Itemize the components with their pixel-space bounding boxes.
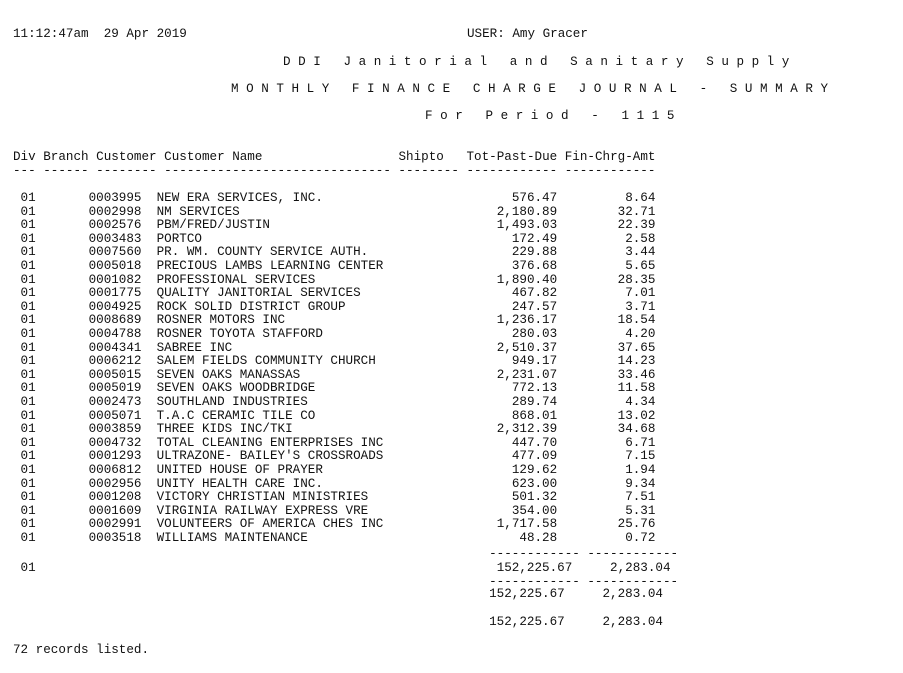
row-customer: 0006812: [88, 463, 157, 477]
report-timestamp: 11:12:47am 29 Apr 2019: [13, 27, 187, 41]
row-tot-past-due: 172.49: [458, 231, 558, 246]
total-fin-chrg: 2,283.04: [564, 586, 663, 601]
row-div: 01: [13, 503, 89, 518]
row-div: 01: [13, 191, 89, 205]
row-tot-past-due: 772.13: [458, 381, 558, 396]
table-row: [13, 314, 655, 328]
row-fin-chrg-amt: 1.94: [557, 463, 656, 477]
row-div: 01: [13, 531, 89, 545]
row-fin-chrg-amt: 25.76: [557, 517, 656, 532]
row-customer: 0002956: [88, 476, 157, 491]
subtotal-fin-chrg: 2,283.04: [572, 560, 671, 575]
table-row: [13, 301, 655, 315]
row-customer: 0008689: [88, 313, 157, 328]
row-tot-past-due: 501.32: [458, 490, 558, 505]
row-fin-chrg-amt: 2.58: [557, 231, 656, 246]
row-tot-past-due: 949.17: [458, 354, 558, 369]
row-tot-past-due: 376.68: [458, 259, 558, 273]
row-fin-chrg-amt: 18.54: [557, 313, 656, 328]
row-div: 01: [13, 422, 89, 437]
row-tot-past-due: 1,493.03: [458, 218, 558, 233]
row-customer: 0001609: [88, 503, 157, 518]
row-div: 01: [13, 259, 89, 273]
row-tot-past-due: 1,717.58: [458, 517, 558, 532]
row-tot-past-due: 2,180.89: [458, 204, 558, 219]
row-fin-chrg-amt: 4.34: [557, 395, 656, 409]
row-customer-name: WILLIAMS MAINTENANCE: [156, 531, 459, 545]
row-customer: 0002998: [88, 204, 157, 219]
table-row: [13, 437, 655, 451]
row-fin-chrg-amt: 11.58: [557, 381, 656, 396]
row-tot-past-due: 129.62: [458, 463, 558, 477]
row-customer-name: TOTAL CLEANING ENTERPRISES INC: [156, 435, 459, 450]
row-tot-past-due: 1,890.40: [458, 272, 558, 287]
row-customer-name: NEW ERA SERVICES, INC.: [156, 191, 459, 205]
table-row: [13, 450, 655, 464]
row-div: 01: [13, 354, 89, 369]
row-customer: 0004925: [88, 299, 157, 314]
row-fin-chrg-amt: 8.64: [557, 191, 656, 205]
table-row: [13, 532, 655, 546]
row-customer-name: ROCK SOLID DISTRICT GROUP: [156, 299, 459, 314]
row-customer: 0004732: [88, 435, 157, 450]
row-customer: 0001293: [88, 449, 157, 464]
table-row: [13, 505, 655, 519]
table-row: [13, 328, 655, 342]
row-fin-chrg-amt: 13.02: [557, 408, 656, 423]
row-customer-name: ROSNER MOTORS INC: [156, 313, 459, 328]
row-customer: 0002991: [88, 517, 157, 532]
row-customer: 0001775: [88, 286, 157, 301]
grand-total-past-due: 152,225.67: [13, 614, 565, 629]
table-row: [13, 518, 655, 532]
table-row: [13, 233, 655, 247]
row-div: 01: [13, 299, 89, 314]
row-div: 01: [13, 435, 89, 450]
records-listed-footer: 72 records listed.: [13, 643, 150, 657]
row-customer-name: THREE KIDS INC/TKI: [156, 422, 459, 437]
row-fin-chrg-amt: 3.44: [557, 245, 656, 260]
row-div: 01: [13, 476, 89, 491]
row-customer: 0002473: [88, 395, 157, 409]
row-customer-name: T.A.C CERAMIC TILE CO: [156, 408, 459, 423]
total-separator: ------------ ------------: [13, 574, 679, 589]
row-fin-chrg-amt: 37.65: [557, 340, 656, 355]
row-customer: 0002576: [88, 218, 157, 233]
row-fin-chrg-amt: 34.68: [557, 422, 656, 437]
row-customer-name: SOUTHLAND INDUSTRIES: [156, 395, 459, 409]
col-header-shipto: Shipto: [398, 150, 467, 164]
row-div: 01: [13, 327, 89, 341]
row-div: 01: [13, 367, 89, 382]
table-row: [13, 342, 655, 356]
row-customer: 0006212: [88, 354, 157, 369]
row-customer: 0004788: [88, 327, 157, 341]
row-div: 01: [13, 449, 89, 464]
row-fin-chrg-amt: 28.35: [557, 272, 656, 287]
total-past-due: 152,225.67: [13, 586, 565, 601]
table-row: [13, 260, 655, 274]
table-row: [13, 410, 655, 424]
column-headers: [13, 151, 655, 165]
company-name: D D I J a n i t o r i a l a n d S a n i t a r y S u p p l y: [283, 55, 790, 69]
row-div: 01: [13, 463, 89, 477]
report-header-line: [13, 28, 187, 42]
row-fin-chrg-amt: 5.31: [557, 503, 656, 518]
row-customer-name: PORTCO: [156, 231, 459, 246]
row-customer: 0007560: [88, 245, 157, 260]
row-fin-chrg-amt: 7.15: [557, 449, 656, 464]
row-tot-past-due: 447.70: [458, 435, 558, 450]
row-fin-chrg-amt: 7.01: [557, 286, 656, 301]
row-tot-past-due: 477.09: [458, 449, 558, 464]
row-div: 01: [13, 381, 89, 396]
report-title: M O N T H L Y F I N A N C E C H A R G E J O U R N A L - S U M M A R Y: [231, 82, 829, 96]
subtotal-past-due: 152,225.67: [474, 560, 573, 575]
table-row: [13, 246, 655, 260]
row-tot-past-due: 2,231.07: [458, 367, 558, 382]
col-header-div: Div: [13, 150, 44, 164]
row-customer-name: VIRGINIA RAILWAY EXPRESS VRE: [156, 503, 459, 518]
row-fin-chrg-amt: 3.71: [557, 299, 656, 314]
row-customer-name: NM SERVICES: [156, 204, 459, 219]
row-fin-chrg-amt: 6.71: [557, 435, 656, 450]
row-div: 01: [13, 218, 89, 233]
row-div: 01: [13, 490, 89, 505]
col-header-fin-chrg-amt: Fin-Chrg-Amt: [564, 150, 656, 164]
row-customer: 0005018: [88, 259, 157, 273]
row-customer: 0003483: [88, 231, 157, 246]
table-row: [13, 478, 655, 492]
row-div: 01: [13, 204, 89, 219]
row-customer: 0005019: [88, 381, 157, 396]
total-row: [13, 588, 663, 602]
row-div: 01: [13, 245, 89, 260]
row-customer: 0005071: [88, 408, 157, 423]
row-div: 01: [13, 272, 89, 287]
row-customer-name: VICTORY CHRISTIAN MINISTRIES: [156, 490, 459, 505]
row-fin-chrg-amt: 4.20: [557, 327, 656, 341]
row-fin-chrg-amt: 14.23: [557, 354, 656, 369]
subtotal-separator: ------------ ------------: [13, 546, 679, 561]
row-div: 01: [13, 286, 89, 301]
row-tot-past-due: 48.28: [458, 531, 558, 545]
row-tot-past-due: 280.03: [458, 327, 558, 341]
row-tot-past-due: 1,236.17: [458, 313, 558, 328]
row-tot-past-due: 354.00: [458, 503, 558, 518]
row-customer-name: ULTRAZONE- BAILEY'S CROSSROADS: [156, 449, 459, 464]
table-row: [13, 287, 655, 301]
table-row: [13, 464, 655, 478]
row-customer: 0003859: [88, 422, 157, 437]
table-row: [13, 423, 655, 437]
table-row: [13, 369, 655, 383]
col-header-tot-past-due: Tot-Past-Due: [466, 150, 565, 164]
table-row: [13, 274, 655, 288]
row-customer: 0003995: [88, 191, 157, 205]
grand-total-fin-chrg: 2,283.04: [564, 614, 663, 629]
row-customer-name: PROFESSIONAL SERVICES: [156, 272, 459, 287]
row-customer-name: PRECIOUS LAMBS LEARNING CENTER: [156, 259, 459, 273]
row-tot-past-due: 247.57: [458, 299, 558, 314]
row-customer: 0003518: [88, 531, 157, 545]
table-row: [13, 192, 655, 206]
col-header-customer-name: Customer Name: [164, 150, 399, 164]
table-row: [13, 491, 655, 505]
row-customer-name: VOLUNTEERS OF AMERICA CHES INC: [156, 517, 459, 532]
row-tot-past-due: 289.74: [458, 395, 558, 409]
row-div: 01: [13, 231, 89, 246]
row-customer-name: SALEM FIELDS COMMUNITY CHURCH: [156, 354, 459, 369]
row-customer-name: UNITY HEALTH CARE INC.: [156, 476, 459, 491]
row-fin-chrg-amt: 22.39: [557, 218, 656, 233]
row-fin-chrg-amt: 32.71: [557, 204, 656, 219]
row-customer: 0004341: [88, 340, 157, 355]
table-row: [13, 382, 655, 396]
row-tot-past-due: 868.01: [458, 408, 558, 423]
row-customer-name: SEVEN OAKS MANASSAS: [156, 367, 459, 382]
row-div: 01: [13, 313, 89, 328]
row-tot-past-due: 2,312.39: [458, 422, 558, 437]
row-fin-chrg-amt: 5.65: [557, 259, 656, 273]
row-tot-past-due: 576.47: [458, 191, 558, 205]
column-underline: --- ------ -------- ------------------------------ -------- ------------ ------------: [13, 164, 656, 178]
row-customer-name: ROSNER TOYOTA STAFFORD: [156, 327, 459, 341]
row-customer-name: PR. WM. COUNTY SERVICE AUTH.: [156, 245, 459, 260]
row-fin-chrg-amt: 9.34: [557, 476, 656, 491]
report-user: USER: Amy Gracer: [467, 27, 588, 41]
row-customer: 0001208: [88, 490, 157, 505]
row-div: 01: [13, 340, 89, 355]
grand-total-row: [13, 616, 663, 630]
row-div: 01: [13, 395, 89, 409]
row-customer-name: SABREE INC: [156, 340, 459, 355]
row-customer: 0001082: [88, 272, 157, 287]
col-header-customer: Customer: [96, 150, 165, 164]
row-customer-name: PBM/FRED/JUSTIN: [156, 218, 459, 233]
row-div: 01: [13, 408, 89, 423]
row-customer-name: QUALITY JANITORIAL SERVICES: [156, 286, 459, 301]
row-tot-past-due: 467.82: [458, 286, 558, 301]
subtotal-row: [13, 562, 671, 576]
row-fin-chrg-amt: 7.51: [557, 490, 656, 505]
row-fin-chrg-amt: 0.72: [557, 531, 656, 545]
row-customer-name: UNITED HOUSE OF PRAYER: [156, 463, 459, 477]
row-customer-name: SEVEN OAKS WOODBRIDGE: [156, 381, 459, 396]
subtotal-div: 01: [13, 560, 475, 575]
row-tot-past-due: 2,510.37: [458, 340, 558, 355]
row-tot-past-due: 229.88: [458, 245, 558, 260]
row-div: 01: [13, 517, 89, 532]
table-row: [13, 355, 655, 369]
row-customer: 0005015: [88, 367, 157, 382]
table-row: [13, 206, 655, 220]
table-row: [13, 219, 655, 233]
report-period: F o r P e r i o d - 1 1 1 5: [425, 109, 675, 123]
row-tot-past-due: 623.00: [458, 476, 558, 491]
row-fin-chrg-amt: 33.46: [557, 367, 656, 382]
table-row: [13, 396, 655, 410]
col-header-branch: Branch: [43, 150, 97, 164]
